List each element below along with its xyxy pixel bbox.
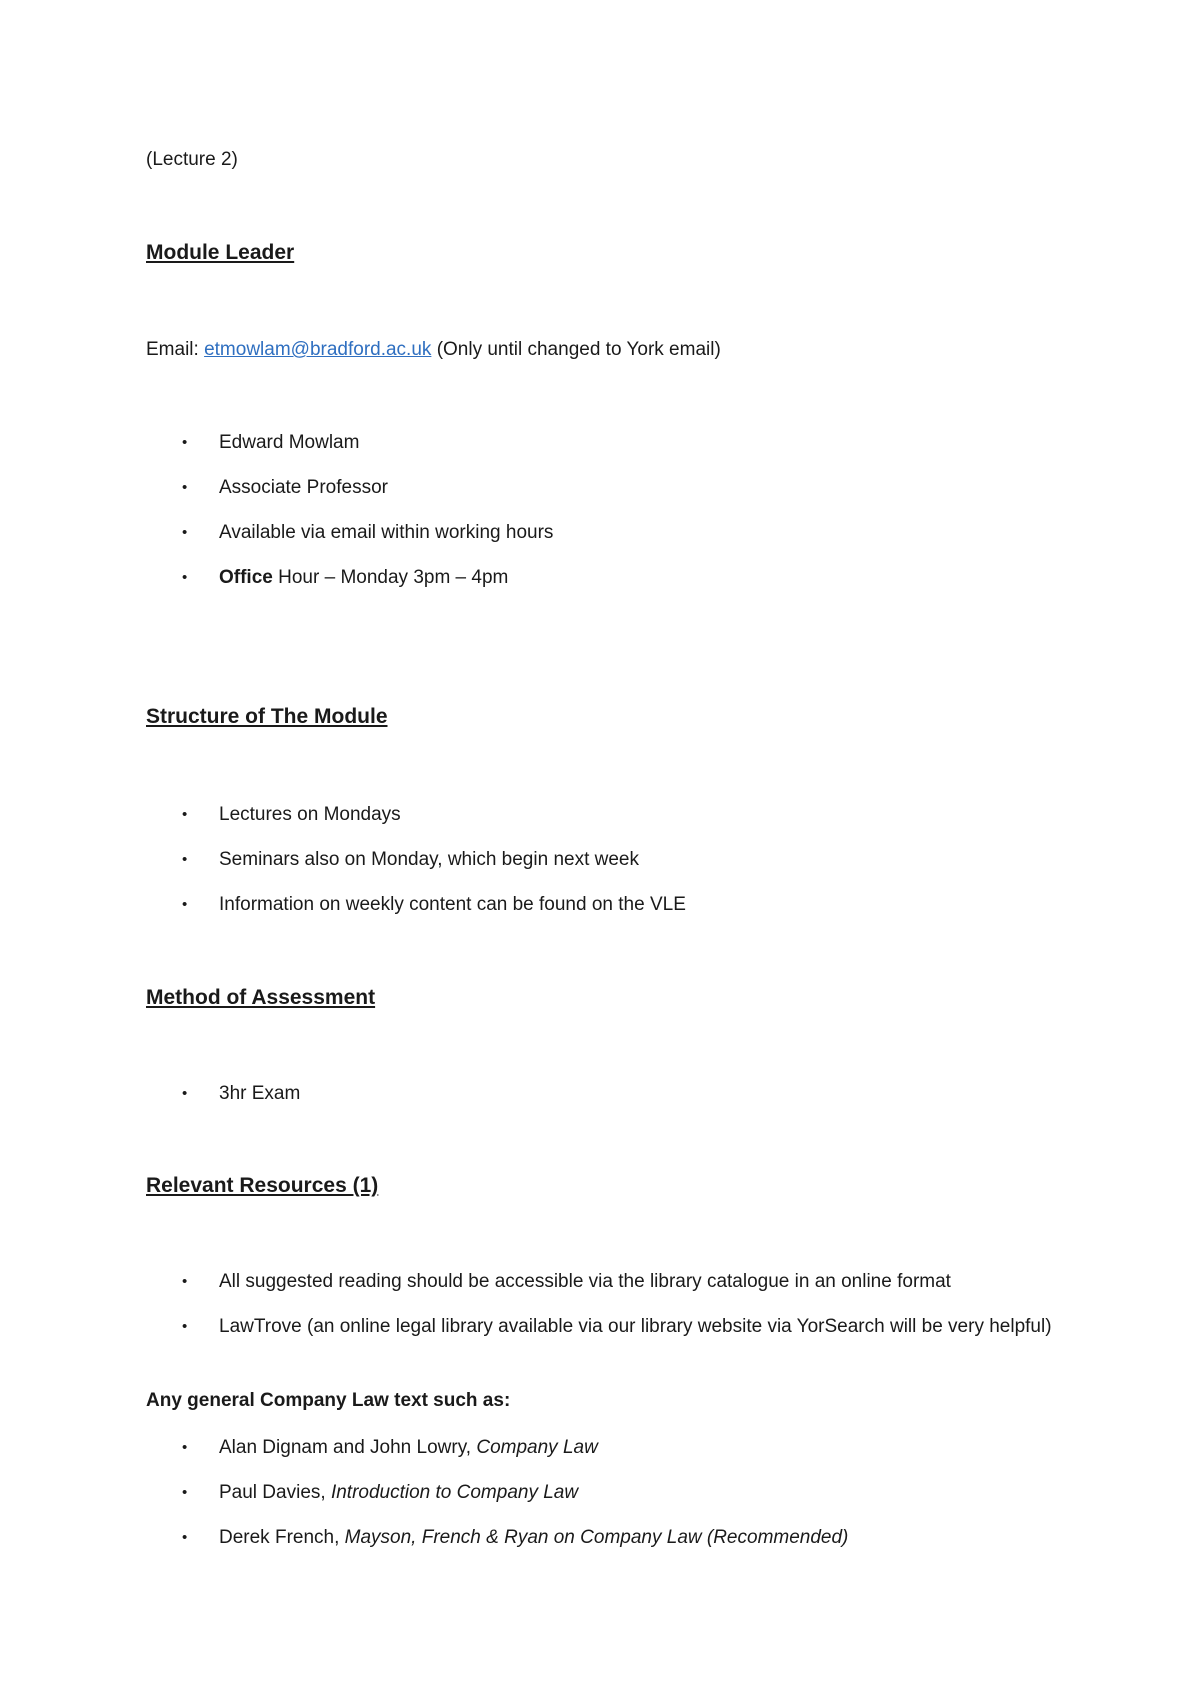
bullet-icon: • <box>182 1273 188 1290</box>
office-hour-text <box>219 563 1062 592</box>
book-text <box>219 1523 1062 1552</box>
list-item <box>182 890 1062 919</box>
list-item <box>182 1079 1062 1108</box>
bullet-icon: • <box>182 1484 188 1501</box>
book-author: Alan Dignam and John Lowry, <box>219 1437 477 1458</box>
email-line <box>146 338 721 362</box>
bullet-icon: • <box>182 434 188 451</box>
list-item-text: 3hr Exam <box>219 1083 301 1104</box>
list-item-text: Information on weekly content can be found on the VLE <box>219 894 686 915</box>
bullet-icon: • <box>182 1529 188 1546</box>
office-hour-rest: Hour – Monday 3pm – 4pm <box>272 567 509 588</box>
list-item <box>182 563 1062 592</box>
book-title: Introduction to Company Law <box>330 1482 579 1503</box>
bullet-icon: • <box>182 1318 188 1335</box>
book-title: Company Law <box>476 1437 598 1458</box>
list-item-text: Lectures on Mondays <box>219 804 401 825</box>
book-title: Mayson, French & Ryan on Company Law (Recommended) <box>344 1527 849 1548</box>
bullet-icon: • <box>182 896 188 913</box>
list-item <box>182 428 1062 457</box>
list-item-text: Seminars also on Monday, which begin next week <box>219 849 639 870</box>
resources-heading: Relevant Resources (1) <box>146 1174 379 1197</box>
book-item <box>182 1523 1062 1552</box>
bullet-icon: • <box>182 851 188 868</box>
email-label: Email: <box>146 339 199 360</box>
list-item <box>182 1312 1062 1341</box>
email-note: (Only until changed to York email) <box>436 339 721 360</box>
list-item-text: Edward Mowlam <box>219 432 360 453</box>
book-item <box>182 1433 1062 1462</box>
book-item <box>182 1478 1062 1507</box>
list-item <box>182 845 1062 874</box>
list-item-text: All suggested reading should be accessible via the library catalogue in an online format <box>219 1271 951 1292</box>
bullet-icon: • <box>182 806 188 823</box>
list-item-text: Associate Professor <box>219 477 388 498</box>
bullet-icon: • <box>182 1439 188 1456</box>
book-text <box>219 1433 1062 1462</box>
book-author: Derek French, <box>219 1527 345 1548</box>
assessment-heading: Method of Assessment <box>146 986 376 1009</box>
list-item <box>182 518 1062 547</box>
list-item <box>182 800 1062 829</box>
bullet-icon: • <box>182 524 188 541</box>
email-link[interactable]: etmowlam@bradford.ac.uk <box>204 339 432 360</box>
list-item-text: Available via email within working hours <box>219 522 554 543</box>
office-hour-label: Office <box>219 567 273 588</box>
bullet-icon: • <box>182 1085 188 1102</box>
structure-heading: Structure of The Module <box>146 705 388 728</box>
book-text <box>219 1478 1062 1507</box>
book-author: Paul Davies, <box>219 1482 331 1503</box>
list-item <box>182 473 1062 502</box>
general-text-label: Any general Company Law text such as: <box>146 1390 511 1411</box>
bullet-icon: • <box>182 569 188 586</box>
list-item <box>182 1267 1062 1296</box>
bullet-icon: • <box>182 479 188 496</box>
list-item-text: LawTrove (an online legal library available via our library website via YorSearch will be very helpful) <box>219 1316 1052 1337</box>
module-leader-heading: Module Leader <box>146 241 295 264</box>
lecture-label: (Lecture 2) <box>146 149 238 170</box>
